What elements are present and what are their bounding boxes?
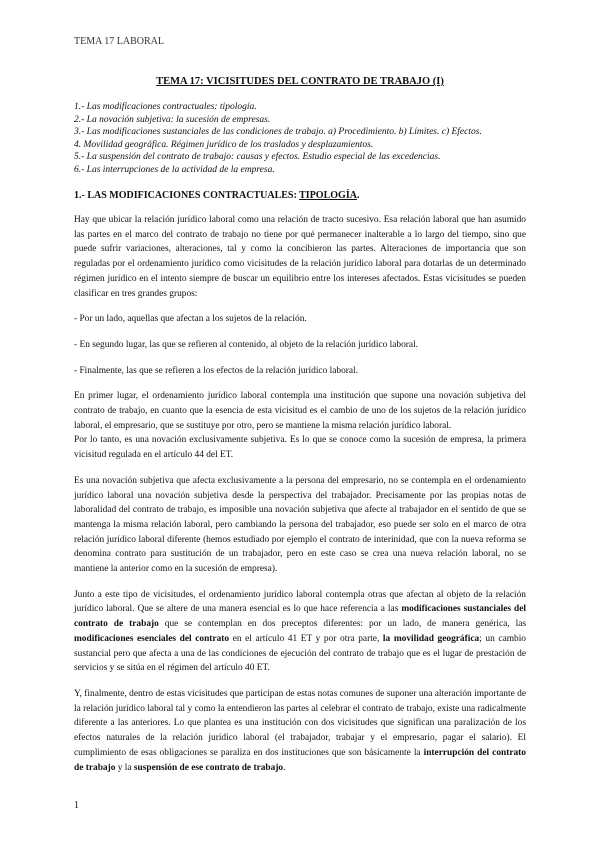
section-heading xyxy=(74,190,526,201)
paragraph-succession: Por lo tanto, es una novación exclusivamente subjetiva. Es lo que se conoce como la sucesión de empresa, la primera vicisitud regulada en el artículo 44 del ET. xyxy=(74,435,526,461)
paragraph-subjective: Es una novación subjetiva que afecta exclusivamente a la persona del empresario, no se contempla en el ordenamiento jurídico laboral una novación subjetiva desde la perspectiva del trabajador. Precisamente por las propias notas de laboralidad del contrato de trabajo, es imposible una novación subjetiva que afecte al trabajador en el sentido de que se mantenga la misma relación laboral, pero cambiando la persona del trabajador, eso puede ser solo en el marco de otra relación jurídico laboral diferente (hemos estudiado por ejemplo el contrato de interinidad, que con la nueva reforma se denomina contrato para sustitución de un trabajador, pero en este caso se crea una nueva relación laboral, no se mantiene la anterior como en la sucesión de empresa). xyxy=(74,475,526,575)
text-run: en el artículo 41 ET y por otra parte, xyxy=(229,633,383,644)
bold-term: interrupción del contrato de trabajo xyxy=(74,747,526,773)
bold-term: la movilidad geográfica xyxy=(382,633,480,644)
section-heading-prefix: 1.- LAS MODIFICACIONES CONTRACTUALES xyxy=(74,190,294,201)
bullet-item: - En segundo lugar, las que se refieren al contenido, al objeto de la relación jurídico laboral. xyxy=(74,339,419,350)
section-heading-topic: TIPOLOGÍA xyxy=(299,190,357,201)
section-heading-sep: : xyxy=(293,190,300,201)
paragraph-intro: Hay que ubicar la relación jurídico laboral como una relación de tracto sucesivo. Esa relación laboral que han asumido las partes en el marco del contrato de trabajo no tiene por qué permanecer inalterable a lo largo del tiempo, sino que puede sufrir variaciones, alteraciones, tal y como la concibieron las partes. Alteraciones de importancia que son reguladas por el ordenamiento jurídico como vicisitudes de la relación jurídico laboral para dotarlas de un determinado régimen jurídico en el intento siempre de buscar un equilibrio entre los intereses afectados. Estas vicisitudes se pueden clasificar en tres grandes grupos: xyxy=(74,215,526,299)
toc-item: 5.- La suspensión del contrato de trabajo: causas y efectos. Estudio especial de las excedencias. xyxy=(74,152,441,162)
text-run: y la xyxy=(115,762,134,773)
text-run: que se contemplan en dos preceptos diferentes: por un lado, de manera genérica, las xyxy=(158,619,526,630)
running-header: TEMA 17 LABORAL xyxy=(74,36,164,47)
toc-item: 4. Movilidad geográfica. Régimen jurídico de los traslados y desplazamientos. xyxy=(74,139,374,150)
bold-term: suspensión de ese contrato de trabajo xyxy=(133,762,284,773)
toc-item: 2.- La novación subjetiva: la sucesión de empresas. xyxy=(74,114,271,125)
paragraph-modifications xyxy=(74,588,526,676)
toc-item: 1.- Las modificaciones contractuales: tipología. xyxy=(74,102,257,112)
table-of-contents xyxy=(74,101,526,176)
section-heading-dot: . xyxy=(356,190,360,201)
document-body xyxy=(74,66,526,775)
toc-item: 3.- Las modificaciones sustanciales de las condiciones de trabajo. a) Procedimiento. b) Límites. c) Efectos. xyxy=(74,127,482,137)
bold-term: modificaciones esenciales del contrato xyxy=(74,633,230,644)
text-run: Y, finalmente, dentro de estas vicisitudes que participan de estas notas comunes de suponer una alteración importante de la relación jurídico laboral tal y como la entendieron las partes al celebrar el contrato de trabajo, existe una radicalmente diferente a las anteriores. Lo que plantea es una institución con dos vicisitudes que significan una paralización de los efectos naturales de la relación jurídico laboral (el trabajador, trabajar y el empresario, pagar el salario). El cumplimiento de esas obligaciones se paraliza en dos instituciones que son básicamente la xyxy=(74,688,526,758)
paragraph-suspension xyxy=(74,687,526,775)
page-number: 1 xyxy=(74,800,79,811)
bold-term: modificaciones sustanciales del contrato de trabajo xyxy=(74,604,527,630)
text-run: Junto a este tipo de vicisitudes, el ordenamiento jurídico laboral contempla otras que afectan al objeto de la relación jurídico laboral. Que se altere de una manera esencial es lo que hace referencia a las xyxy=(74,589,526,615)
bullet-item: - Por un lado, aquellas que afectan a los sujetos de la relación. xyxy=(74,314,307,325)
paragraph-novation: En primer lugar, el ordenamiento jurídico laboral contempla una institución que supone una novación subjetiva del contrato de trabajo, en cuanto que la esencia de esta vicisitud es el cambio de uno de los sujetos de la relación jurídico laboral, el empresario, que se sustituye por otro, pero se mantiene la misma relación jurídico laboral. xyxy=(74,391,526,431)
text-run: . xyxy=(283,762,286,773)
page-title: TEMA 17: VICISITUDES DEL CONTRATO DE TRABAJO (I) xyxy=(156,76,444,87)
text-run: ; un cambio sustancial pero que afecta a una de las condiciones de ejecución del contrato de trabajo que es el lugar de prestación de servicios y se sitúa en el régimen del artículo 40 ET. xyxy=(74,633,526,674)
toc-item: 6.- Las interrupciones de la actividad de la empresa. xyxy=(74,164,275,175)
bullet-item: - Finalmente, las que se refieren a los efectos de la relación jurídico laboral. xyxy=(74,365,358,376)
